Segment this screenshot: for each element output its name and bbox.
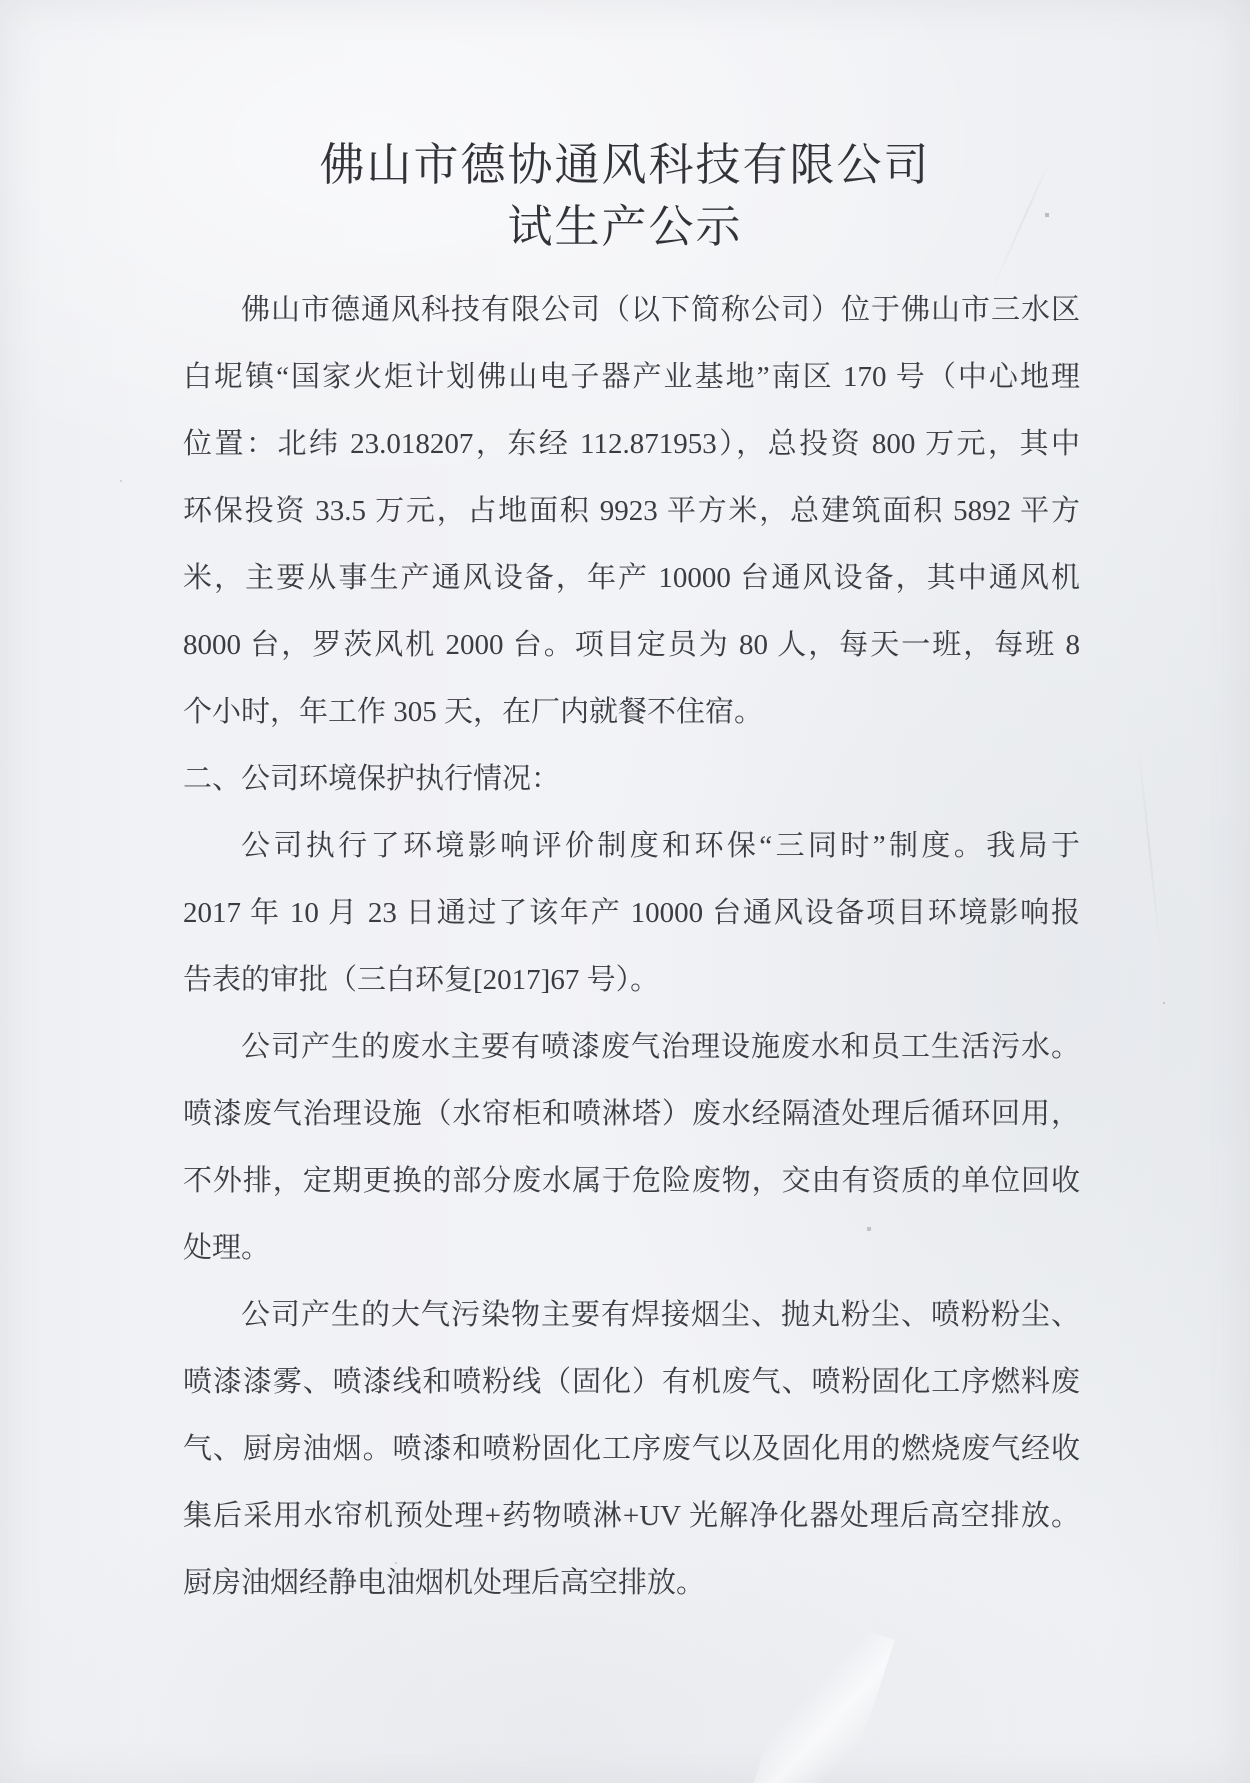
body-line: 公司产生的大气污染物主要有焊接烟尘、抛丸粉尘、喷粉粉尘、 xyxy=(241,1299,1080,1331)
body-line: 气、厨房油烟。喷漆和喷粉固化工序废气以及固化用的燃烧废气经收 xyxy=(183,1433,1080,1465)
body-line: 位置：北纬 23.018207，东经 112.871953），总投资 800 万元，其中 xyxy=(183,428,1080,460)
body-line: 环保投资 33.5 万元，占地面积 9923 平方米，总建筑面积 5892 平方 xyxy=(183,495,1080,527)
body-line: 个小时，年工作 305 天，在厂内就餐不住宿。 xyxy=(183,696,764,728)
body-line: 公司执行了环境影响评价制度和环保“三同时”制度。我局于 xyxy=(241,830,1080,862)
paper-crease xyxy=(1137,740,1161,949)
body-line: 佛山市德通风科技有限公司（以下简称公司）位于佛山市三水区 xyxy=(241,294,1080,326)
body-line: 集后采用水帘机预处理+药物喷淋+UV 光解净化器处理后高空排放。 xyxy=(183,1500,1080,1532)
document-title: 佛山市德协通风科技有限公司 xyxy=(319,140,931,190)
body-line: 喷漆漆雾、喷漆线和喷粉线（固化）有机废气、喷粉固化工序燃料废 xyxy=(183,1366,1080,1398)
scan-specks xyxy=(0,0,2,2)
section-heading: 二、公司环境保护执行情况： xyxy=(183,763,561,795)
body-line: 白坭镇“国家火炬计划佛山电子器产业基地”南区 170 号（中心地理 xyxy=(183,361,1080,393)
body-line: 不外排，定期更换的部分废水属于危险废物，交由有资质的单位回收 xyxy=(183,1165,1080,1197)
body-line: 厨房油烟经静电油烟机处理后高空排放。 xyxy=(183,1567,706,1599)
body-line: 8000 台，罗茨风机 2000 台。项目定员为 80 人，每天一班，每班 8 xyxy=(183,629,1080,661)
document-title-block xyxy=(0,134,1250,258)
body-line: 2017 年 10 月 23 日通过了该年产 10000 台通风设备项目环境影响报 xyxy=(183,897,1080,929)
body-line: 处理。 xyxy=(183,1232,271,1264)
body-line: 告表的审批（三白环复[2017]67 号）。 xyxy=(183,964,660,996)
document-body xyxy=(183,277,1080,1617)
document-subtitle: 试生产公示 xyxy=(507,202,743,252)
body-line: 喷漆废气治理设施（水帘柜和喷淋塔）废水经隔渣处理后循环回用， xyxy=(183,1098,1080,1130)
paper-fold-highlight xyxy=(735,1612,895,1783)
body-line: 米，主要从事生产通风设备，年产 10000 台通风设备，其中通风机 xyxy=(183,562,1080,594)
body-line: 公司产生的废水主要有喷漆废气治理设施废水和员工生活污水。 xyxy=(241,1031,1080,1063)
